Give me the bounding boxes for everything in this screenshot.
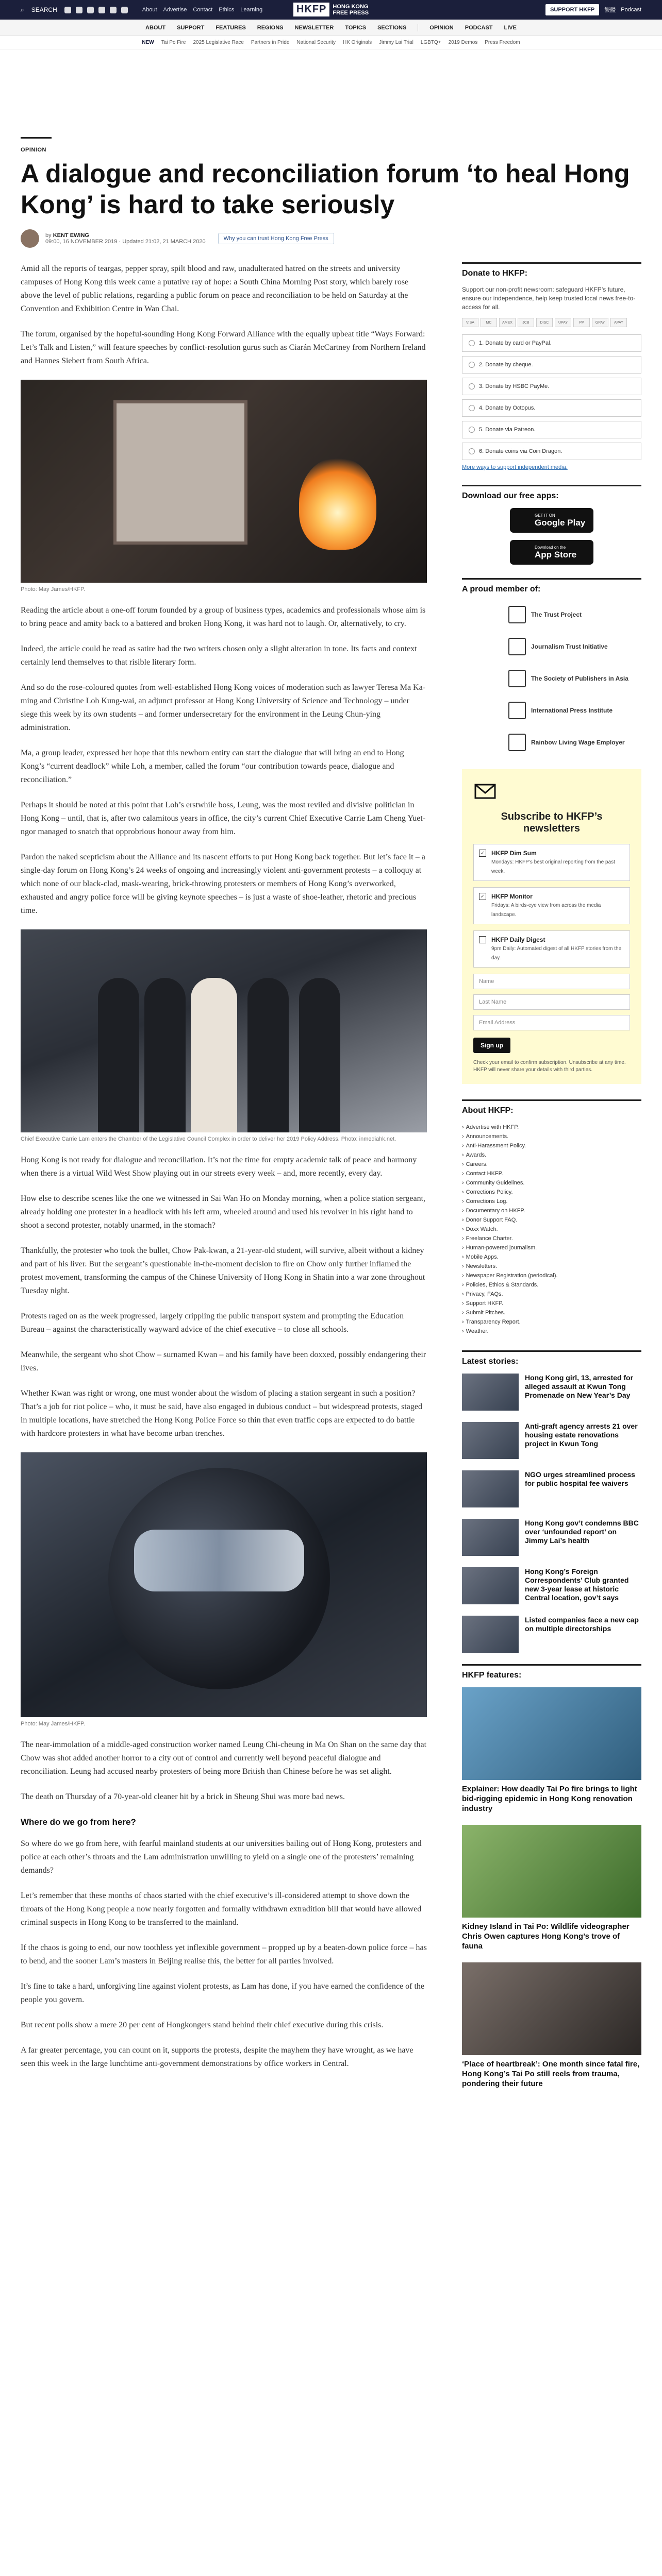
nav-opinion[interactable]: OPINION <box>429 24 454 31</box>
nav-features[interactable]: FEATURES <box>216 24 246 31</box>
tag-link[interactable]: HK Originals <box>342 40 372 45</box>
about-link[interactable]: › Announcements. <box>462 1132 641 1141</box>
paragraph: It’s fine to take a hard, unforgiving line against violent protests, as Lam has done, if you have earned the confidence of the people you govern. <box>21 1982 425 2004</box>
top-bar <box>0 0 662 20</box>
paragraph: So where do we go from here, with fearful mainland students at our universities bailing out of Hong Kong, protesters and police at each other’s throats and the Lam administration unwilling to yield on a single one of the protesters’ remaining demands? <box>21 1839 422 1875</box>
sopa-logo[interactable]: The Society of Publishers in Asia <box>508 665 641 692</box>
nav-about[interactable]: ABOUT <box>145 24 166 31</box>
nav-sections[interactable]: SECTIONS <box>377 24 407 31</box>
story-thumbnail[interactable] <box>462 1374 519 1411</box>
donate-option[interactable]: 6. Donate coins via Coin Dragon. <box>462 443 641 460</box>
about-link[interactable]: › Contact HKFP. <box>462 1169 641 1178</box>
tag-link[interactable]: LGBTQ+ <box>420 40 441 45</box>
youtube-icon[interactable] <box>98 7 105 13</box>
search-icon[interactable]: ⌕ <box>21 6 24 13</box>
apps-title: Download our free apps: <box>462 485 641 501</box>
top-link-ethics[interactable]: Ethics <box>219 7 235 13</box>
about-link[interactable]: › Advertise with HKFP. <box>462 1123 641 1132</box>
features-widget <box>462 1664 641 2089</box>
feature-item[interactable]: ‘Place of heartbreak’: One month since fatal fire, Hong Kong’s Tai Po still reels from trauma, pondering their future <box>462 1962 641 2089</box>
story-thumbnail[interactable] <box>462 1567 519 1604</box>
donate-option[interactable]: 2. Donate by cheque. <box>462 356 641 374</box>
checkbox[interactable]: ✓ <box>479 893 486 900</box>
instagram-icon[interactable] <box>87 7 94 13</box>
envelope-icon <box>473 779 497 803</box>
mastercard-icon: MC <box>481 318 497 327</box>
feature-thumbnail[interactable] <box>462 1825 641 1918</box>
nav-podcast[interactable]: PODCAST <box>465 24 493 31</box>
article-dates: 09:00, 16 NOVEMBER 2019 · Updated 21:02, 21 MARCH 2020 <box>45 239 206 245</box>
about-link[interactable]: › Human-powered journalism. <box>462 1243 641 1252</box>
podcast-link[interactable]: Podcast <box>621 7 641 13</box>
tag-link[interactable]: Tai Po Fire <box>161 40 186 45</box>
about-link[interactable]: › Doxx Watch. <box>462 1225 641 1234</box>
search-link[interactable]: SEARCH <box>31 6 57 13</box>
tag-link[interactable]: 2019 Demos <box>448 40 478 45</box>
article-wrapper <box>21 137 641 2100</box>
newsletter-option[interactable]: ✓ HKFP Dim Sum Mondays: HKFP’s best original reporting from the past week. <box>473 844 630 881</box>
support-hkfp-button[interactable]: SUPPORT HKFP <box>545 4 599 15</box>
paragraph: Indeed, the article could be read as satire had the two writers chosen only a slight alteration in tone. Its facts and context certainly lend themselves to that risible literary form. <box>21 645 417 667</box>
app-store-button[interactable]: Download on the App Store <box>510 540 593 565</box>
nav-regions[interactable]: REGIONS <box>257 24 284 31</box>
about-link[interactable]: › Policies, Ethics & Standards. <box>462 1280 641 1290</box>
main-nav <box>0 20 662 36</box>
paragraph: If the chaos is going to end, our now toothless yet inflexible government – propped up by a beaten-down police force – has to bend, and the sooner Lam’s masters in Beijing realise this, the better for all parties involved. <box>21 1943 427 1965</box>
about-link[interactable]: › Weather. <box>462 1327 641 1336</box>
paragraph: Meanwhile, the sergeant who shot Chow – surnamed Kwan – and his family have been doxxed, possibly endangering their lives. <box>21 1350 426 1372</box>
story-thumbnail[interactable] <box>462 1616 519 1653</box>
checkbox[interactable] <box>479 936 486 943</box>
donate-option[interactable]: 4. Donate by Octopus. <box>462 399 641 417</box>
feature-item[interactable]: Kidney Island in Tai Po: Wildlife videographer Chris Owen captures Hong Kong’s trove of fauna <box>462 1825 641 1951</box>
section-heading: Where do we go from here? <box>21 1817 136 1827</box>
about-title: About HKFP: <box>462 1099 641 1115</box>
email-field[interactable]: Email Address <box>473 1015 630 1030</box>
latest-stories-widget <box>462 1350 641 1653</box>
paragraph: Pardon the naked scepticism about the Alliance and its nascent efforts to put Hong Kong back together. But let’s face it – a single-day forum on Hong Kong’s 24 weeks of ongoing and increasingly violent anti-government protests – a colloquy at which none of our black-clad, mask-wearing, brick-throwing protesters or members of Hong Kong’s overworked, exhausted and angry police force will be giving keynote speeches – is just a waste of shoe-leather, rhetoric and precious time. <box>21 853 425 915</box>
jti-logo[interactable]: Journalism Trust Initiative <box>508 633 641 660</box>
donate-option[interactable]: 5. Donate via Patreon. <box>462 421 641 438</box>
newsletter-note: Check your email to confirm subscription. Unsubscribe at any time. HKFP will never share your details with third parties. <box>473 1060 626 1073</box>
tag-link[interactable]: National Security <box>296 40 336 45</box>
social-icons <box>64 7 128 13</box>
paragraph: Perhaps it should be noted at this point that Loh’s erstwhile boss, Leung, was the most reviled and divisive politician in Hong Kong – until, that is, after two calamitous years in office, the city’s current Chief Executive Carrie Lam Cheng Yuet-ngor managed to snatch that opprobrious honour away from him. <box>21 801 426 836</box>
story-item[interactable]: Anti-graft agency arrests 21 over housing estate renovations project in Kwun Tong <box>462 1422 641 1459</box>
donate-widget <box>462 262 641 470</box>
author-avatar <box>21 229 39 248</box>
paragraph: Ma, a group leader, expressed her hope that this newborn entity can start the dialogue that will bring an end to Hong Kong’s “current deadlock” while Loh, a member, called the forum “our contribution towards peace, dialogue and reconciliation.” <box>21 749 404 784</box>
tag-link[interactable]: Press Freedom <box>485 40 520 45</box>
paypal-icon: PP <box>573 318 590 327</box>
byline <box>21 229 641 248</box>
about-link[interactable]: › Donor Support FAQ. <box>462 1215 641 1225</box>
hkfp-logo[interactable] <box>293 3 369 16</box>
unionpay-icon: UPAY <box>555 318 571 327</box>
donate-title: Donate to HKFP: <box>462 262 641 278</box>
chinese-link[interactable]: 繁體 <box>604 7 616 13</box>
fire-photo <box>21 380 427 583</box>
paragraph: Whether Kwan was right or wrong, one must wonder about the wisdom of placing a station sergeant in such a position? That’s a job for riot police – who, it must be said, have also engaged in dubious conduct – but widespread protests, staged in multiple locations, have stretched the Hong Kong Police Force so thin that even traffic cops are expected to do battle with hardcore protesters in what have become urban trenches. <box>21 1389 422 1438</box>
googlepay-icon: GPAY <box>592 318 608 327</box>
newsletter-widget <box>462 769 641 1084</box>
nav-topics[interactable]: TOPICS <box>345 24 367 31</box>
figure <box>21 1452 427 1728</box>
author-name[interactable]: KENT EWING <box>53 232 89 239</box>
paragraph: Thankfully, the protester who took the bullet, Chow Pak-kwan, a 21-year-old student, will survive, albeit without a kidney and part of his liver. But the sergeant’s questionable in-the-moment decision to fire on Chow only further inflamed the protest movement, transforming the campus of the Chinese University of Hong Kong in Shatin into a war zone throughout Tuesday night. <box>21 1246 425 1295</box>
article-title: A dialogue and reconciliation forum ‘to heal Hong Kong’ is hard to take seriously <box>21 159 630 219</box>
figure <box>21 380 427 594</box>
about-link[interactable]: › Anti-Harassment Policy. <box>462 1141 641 1150</box>
paragraph: The forum, organised by the hopeful-sounding Hong Kong Forward Alliance with the equally upbeat title “Ways Forward: Let’s Talk and Listen,” will feature speeches by conflict-resolution gurus such as Ciarán McCartney from Northern Ireland and Hannes Siebert from South Africa. <box>21 330 426 365</box>
payment-icons <box>462 318 641 327</box>
top-link-learning[interactable]: Learning <box>240 7 263 13</box>
ipi-logo[interactable]: International Press Institute <box>508 697 641 724</box>
tag-link[interactable]: 2025 Legislative Race <box>193 40 244 45</box>
photo-caption: Chief Executive Carrie Lam enters the Chamber of the Legislative Council Complex in order to deliver her 2019 Policy Address. Photo: inmediahk.net. <box>21 1136 396 1142</box>
nav-live[interactable]: LIVE <box>504 24 517 31</box>
about-link[interactable]: › Freelance Charter. <box>462 1234 641 1243</box>
trust-project-logo[interactable]: The Trust Project <box>508 601 641 628</box>
about-link[interactable]: › Submit Pitches. <box>462 1308 641 1317</box>
tag-link[interactable]: Jimmy Lai Trial <box>379 40 413 45</box>
about-link[interactable]: › Newsletters. <box>462 1262 641 1271</box>
paragraph: Protests raged on as the week progressed, largely crippling the public transport system and prompting the Education Bureau – against the characteristically wayward advice of the chief executive – to close all schools. <box>21 1312 404 1334</box>
amex-icon: AMEX <box>499 318 516 327</box>
signup-button[interactable]: Sign up <box>473 1038 510 1053</box>
newsletter-option[interactable]: ✓ HKFP Monitor Fridays: A birds-eye view from across the media landscape. <box>473 887 630 924</box>
top-link-advertise[interactable]: Advertise <box>163 7 187 13</box>
donate-option[interactable]: 1. Donate by card or PayPal. <box>462 334 641 352</box>
more-ways-link[interactable]: More ways to support independent media. <box>462 464 568 470</box>
article-category[interactable]: OPINION <box>21 147 46 153</box>
story-item[interactable]: Hong Kong’s Foreign Correspondents’ Club granted new 3-year lease at historic Central location, gov’t says <box>462 1567 641 1604</box>
donate-text: Support our non-profit newsroom: safeguard HKFP’s future, ensure our independence, help keep trusted local news free-to-access for all. <box>462 286 636 311</box>
logo-text: HONG KONG FREE PRESS <box>333 3 369 16</box>
paragraph: Let’s remember that these months of chaos started with the chief executive’s ill-considered attempt to shove down the throats of the Hong Kong people a now nearly forgotten and formally withdrawn extradition bill that would have allowed criminal suspects in Hong Kong to be transferred to the mainland. <box>21 1891 422 1927</box>
about-link[interactable]: › Awards. <box>462 1150 641 1160</box>
applepay-icon: APAY <box>610 318 627 327</box>
trending-tags <box>0 36 662 49</box>
feature-thumbnail[interactable] <box>462 1687 641 1780</box>
figure <box>21 929 427 1143</box>
feature-thumbnail[interactable] <box>462 1962 641 2055</box>
category-rule <box>21 137 52 139</box>
twitter-icon[interactable] <box>64 7 71 13</box>
paragraph: Reading the article about a one-off forum founded by a group of business types, academics and professionals whose aim is to bring peace and amity back to a battered and broken Hong Kong, it was hard not to laugh. Or, alternatively, to cry. <box>21 606 426 628</box>
photo-caption: Photo: May James/HKFP. <box>21 586 86 592</box>
newsletter-option[interactable]: HKFP Daily Digest 9pm Daily: Automated digest of all HKFP stories from the day. <box>473 930 630 968</box>
story-item[interactable]: Hong Kong gov’t condemns BBC over ‘unfounded report’ on Jimmy Lai’s health <box>462 1519 641 1556</box>
story-item[interactable]: Listed companies face a new cap on multiple directorships <box>462 1616 641 1653</box>
trust-link[interactable]: Why you can trust Hong Kong Free Press <box>218 233 334 244</box>
about-link[interactable]: › Support HKFP. <box>462 1299 641 1308</box>
about-link[interactable]: › Corrections Log. <box>462 1197 641 1206</box>
top-link-contact[interactable]: Contact <box>193 7 213 13</box>
logo-box: HKFP <box>293 3 329 16</box>
facebook-icon[interactable] <box>76 7 82 13</box>
member-title: A proud member of: <box>462 578 641 594</box>
author-prefix: by <box>45 232 52 239</box>
article-body <box>21 262 427 2100</box>
nav-support[interactable]: SUPPORT <box>177 24 205 31</box>
checkbox[interactable]: ✓ <box>479 850 486 857</box>
last-name-field[interactable]: Last Name <box>473 994 630 1010</box>
visa-icon: VISA <box>462 318 478 327</box>
donate-option[interactable]: 3. Donate by HSBC PayMe. <box>462 378 641 395</box>
feature-item[interactable]: Explainer: How deadly Tai Po fire brings to light bid-rigging epidemic in Hong Kong renovation industry <box>462 1687 641 1814</box>
newsletter-title: Subscribe to HKFP’s newsletters <box>501 811 603 834</box>
about-widget <box>462 1099 641 1336</box>
photo-caption: Photo: May James/HKFP. <box>21 1721 86 1727</box>
carrie-lam-photo <box>21 929 427 1132</box>
about-link[interactable]: › Community Guidelines. <box>462 1178 641 1188</box>
story-item[interactable]: NGO urges streamlined process for public hospital fee waivers <box>462 1470 641 1507</box>
riot-police-photo <box>21 1452 427 1717</box>
about-link[interactable]: › Corrections Policy. <box>462 1188 641 1197</box>
about-link[interactable]: › Careers. <box>462 1160 641 1169</box>
jcb-icon: JCB <box>518 318 534 327</box>
paragraph: The death on Thursday of a 70-year-old cleaner hit by a brick in Sheung Shui was more bad news. <box>21 1792 345 1801</box>
new-badge: NEW <box>142 40 154 45</box>
linkedin-icon[interactable] <box>110 7 117 13</box>
name-field[interactable]: Name <box>473 974 630 989</box>
discover-icon: DISC <box>536 318 553 327</box>
stories-title: Latest stories: <box>462 1350 641 1366</box>
about-link[interactable]: › Mobile Apps. <box>462 1252 641 1262</box>
paragraph: The near-immolation of a middle-aged construction worker named Leung Chi-cheung in Ma On Shan on the same day that Chow was shot added another horror to a city out of control and currently well beyond peaceful dialogue and reconciliation. Leung had accused nearby protesters of being more British than Chinese before he was set alight. <box>21 1740 427 1776</box>
story-thumbnail[interactable] <box>462 1519 519 1556</box>
features-title: HKFP features: <box>462 1664 641 1680</box>
story-item[interactable]: Hong Kong girl, 13, arrested for alleged assault at Kwun Tong Promenade on New Year’s Day <box>462 1374 641 1411</box>
story-thumbnail[interactable] <box>462 1470 519 1507</box>
nav-newsletter[interactable]: NEWSLETTER <box>294 24 334 31</box>
paragraph: Amid all the reports of teargas, pepper spray, spilt blood and raw, unadulterated hatred on the streets and university campuses of Hong Kong this week came a putative ray of hope: a South China Morning Post story, which barely rose above the level of public relations, regarding a public forum on peace and reconciliation to be held on Saturday at the Convention and Exhibition Centre in Wan Chai. <box>21 264 409 313</box>
about-link[interactable]: › Transparency Report. <box>462 1317 641 1327</box>
about-link[interactable]: › Newspaper Registration (periodical). <box>462 1271 641 1280</box>
living-wage-logo[interactable]: Rainbow Living Wage Employer <box>508 729 641 756</box>
paragraph: A far greater percentage, you can count on it, supports the protests, despite the mayhem they have wrought, as we have seen this week in the large lunchtime anti-government demonstrations by office workers in Central. <box>21 2046 413 2068</box>
sidebar <box>462 262 641 2100</box>
about-link[interactable]: › Documentary on HKFP. <box>462 1206 641 1215</box>
tag-link[interactable]: Partners in Pride <box>251 40 290 45</box>
about-link[interactable]: › Privacy, FAQs. <box>462 1290 641 1299</box>
top-link-about[interactable]: About <box>142 7 157 13</box>
google-play-button[interactable]: GET IT ON Google Play <box>510 508 593 533</box>
member-logos <box>462 601 641 756</box>
rss-icon[interactable] <box>121 7 128 13</box>
paragraph: But recent polls show a mere 20 per cent of Hongkongers stand behind their chief executive during this crisis. <box>21 2021 384 2029</box>
story-thumbnail[interactable] <box>462 1422 519 1459</box>
paragraph: How else to describe scenes like the one we witnessed in Sai Wan Ho on Monday morning, when a police station sergeant, already holding one protester in a headlock with his left arm, wheeled around and used his revolver in his right hand to shoot a second protester, notably unarmed, in the stomach? <box>21 1194 426 1230</box>
paragraph: Hong Kong is not ready for dialogue and reconciliation. It’s not the time for empty academic talk of peace and harmony when there is a virtual Wild West Show playing out in our streets every week – and, more recently, every day. <box>21 1156 417 1178</box>
paragraph: And so do the rose-coloured quotes from well-established Hong Kong voices of moderation such as lawyer Teresa Ma Ka-ming and Christine Loh Kung-wai, an adjunct professor at Hong Kong University of Science and Technology – under siege this week by its own students – and former undersecretary for the environment in the Leung Chun-ying administration. <box>21 683 426 732</box>
